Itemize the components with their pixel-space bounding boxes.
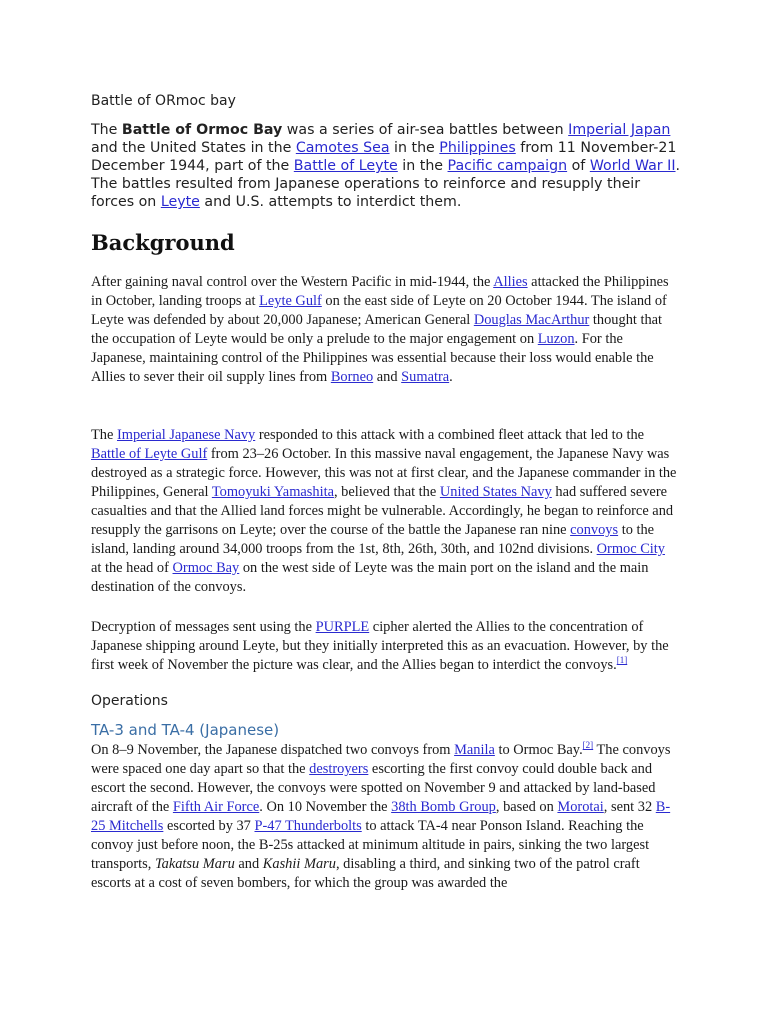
- link-morotai[interactable]: Morotai: [557, 799, 604, 815]
- link-imperial-japanese-navy[interactable]: Imperial Japanese Navy: [116, 427, 256, 443]
- link-battle-of-leyte-gulf[interactable]: Battle of Leyte Gulf: [91, 446, 208, 462]
- intro-text: . The battles resulted from Japanese operations to reinforce and resupply their forces on: [91, 158, 681, 210]
- body-text: to attack TA-4 near Ponson Island. Reaching the convoy just before noon, the B-25s attacked at minimum altitude in pairs, sinking the two largest transports,: [91, 818, 650, 872]
- link-tomoyuki-yamashita[interactable]: Tomoyuki Yamashita: [211, 484, 334, 500]
- background-paragraph-1: [91, 273, 677, 387]
- article-subject-bold: Battle of Ormoc Bay: [121, 122, 283, 138]
- link-fifth-air-force[interactable]: Fifth Air Force: [172, 799, 260, 815]
- link-ormoc-bay[interactable]: Ormoc Bay: [172, 560, 240, 576]
- intro-text: and the United States in the: [91, 140, 296, 156]
- body-text: on the east side of Leyte on 20 October 1944. The island of Leyte was defended by about 20,000 Japanese; American General: [91, 293, 667, 328]
- body-text: Decryption of messages sent using the: [91, 619, 316, 635]
- intro-text: in the: [389, 140, 440, 156]
- link-manila[interactable]: Manila: [454, 742, 495, 758]
- background-paragraph-3: [91, 618, 677, 675]
- link-pacific-campaign[interactable]: Pacific campaign: [447, 158, 568, 174]
- body-text: On 8–9 November, the Japanese dispatched two convoys from: [91, 742, 455, 758]
- body-text: had suffered severe casualties and that the Allied land forces might be vulnerable. Accordingly, he began to reinforce and resupply the garrisons on Leyte; over the course of the battle the Japanese ran nine: [91, 484, 674, 538]
- operations-heading: Operations: [91, 693, 168, 709]
- body-text: After gaining naval control over the Western Pacific in mid-1944, the: [91, 274, 494, 290]
- ship-name-italic: Kashii Maru: [262, 856, 336, 872]
- link-convoys[interactable]: convoys: [570, 522, 619, 538]
- body-text: at the head of: [91, 560, 173, 576]
- ta3-ta4-heading: TA-3 and TA-4 (Japanese): [91, 721, 280, 739]
- body-text: The: [91, 427, 117, 443]
- link-ormoc-city[interactable]: Ormoc City: [596, 541, 665, 557]
- intro-text: in the: [397, 158, 448, 174]
- body-text: escorted by 37: [163, 818, 255, 834]
- link-38th-bomb-group[interactable]: 38th Bomb Group: [391, 799, 496, 815]
- link-leyte-gulf[interactable]: Leyte Gulf: [259, 293, 322, 309]
- body-text: and: [234, 856, 263, 872]
- link-camotes-sea[interactable]: Camotes Sea: [295, 140, 390, 156]
- link-luzon[interactable]: Luzon: [537, 331, 575, 347]
- ship-name-italic: Takatsu Maru: [154, 856, 235, 872]
- operations-paragraph-1: [91, 741, 677, 893]
- link-imperial-japan[interactable]: Imperial Japan: [568, 122, 671, 138]
- document-title: Battle of ORmoc bay: [91, 93, 236, 109]
- link-sumatra[interactable]: Sumatra: [401, 369, 450, 385]
- link-leyte[interactable]: Leyte: [160, 194, 200, 210]
- body-text: escorting the first convoy could double back and escort the second. However, the convoys were spotted on November 9 and attacked by land-based aircraft of the: [91, 761, 656, 815]
- link-united-states-navy[interactable]: United States Navy: [439, 484, 552, 500]
- citation-link-1[interactable]: [1]: [616, 655, 628, 665]
- intro-text: and U.S. attempts to interdict them.: [199, 194, 462, 210]
- body-text: attacked the Philippines in October, landing troops at: [91, 274, 669, 309]
- body-text: . On 10 November the: [259, 799, 392, 815]
- body-text: to the island, landing around 34,000 troops from the 1st, 8th, 26th, 30th, and 102nd divisions.: [91, 522, 655, 557]
- link-world-war-ii[interactable]: World War II: [589, 158, 676, 174]
- link-douglas-macarthur[interactable]: Douglas MacArthur: [473, 312, 590, 328]
- body-text: .: [449, 369, 453, 385]
- link-allies[interactable]: Allies: [493, 274, 528, 290]
- citation-link-2[interactable]: [2]: [582, 740, 594, 750]
- body-text: from 23–26 October. In this massive naval engagement, the Japanese Navy was destroyed as a strategic force. However, this was not at first clear, and the Japanese commander in the Philippines, General: [91, 446, 677, 500]
- link-battle-of-leyte[interactable]: Battle of Leyte: [293, 158, 398, 174]
- body-text: , based on: [495, 799, 558, 815]
- intro-paragraph: [91, 121, 681, 211]
- link-p47-thunderbolts[interactable]: P-47 Thunderbolts: [254, 818, 362, 834]
- body-text: thought that the occupation of Leyte would be only a prelude to the major engagement on: [91, 312, 663, 347]
- intro-text: from 11 November-21 December 1944, part of the: [91, 140, 677, 174]
- body-text: , disabling a third, and sinking two of the patrol craft escorts at a cost of seven bombers, for which the group was awarded the: [91, 856, 640, 891]
- background-paragraph-2: [91, 426, 677, 597]
- link-destroyers[interactable]: destroyers: [309, 761, 369, 777]
- body-text: on the west side of Leyte was the main port on the island and the main destination of the convoys.: [91, 560, 649, 595]
- link-b25-mitchells[interactable]: B-25 Mitchells: [91, 799, 671, 834]
- body-text: The convoys were spaced one day apart so that the: [91, 742, 671, 777]
- body-text: . For the Japanese, maintaining control of the Philippines was essential because their loss would enable the Allies to sever their oil supply lines from: [91, 331, 654, 385]
- body-text: cipher alerted the Allies to the concentration of Japanese shipping around Leyte, but they initially interpreted this as an evacuation. However, by the first week of November the picture was clear, and the Allies began to interdict the convoys.: [91, 619, 669, 673]
- background-heading: Background: [91, 230, 235, 255]
- body-text: , sent 32: [603, 799, 656, 815]
- intro-text: of: [567, 158, 590, 174]
- body-text: responded to this attack with a combined fleet attack that led to the: [255, 427, 645, 443]
- link-philippines[interactable]: Philippines: [439, 140, 516, 156]
- body-text: to Ormoc Bay.: [494, 742, 583, 758]
- link-borneo[interactable]: Borneo: [330, 369, 374, 385]
- intro-text: The: [91, 122, 122, 138]
- link-purple-cipher[interactable]: PURPLE: [315, 619, 370, 635]
- body-text: , believed that the: [333, 484, 440, 500]
- intro-text: was a series of air-sea battles between: [282, 122, 569, 138]
- body-text: and: [373, 369, 402, 385]
